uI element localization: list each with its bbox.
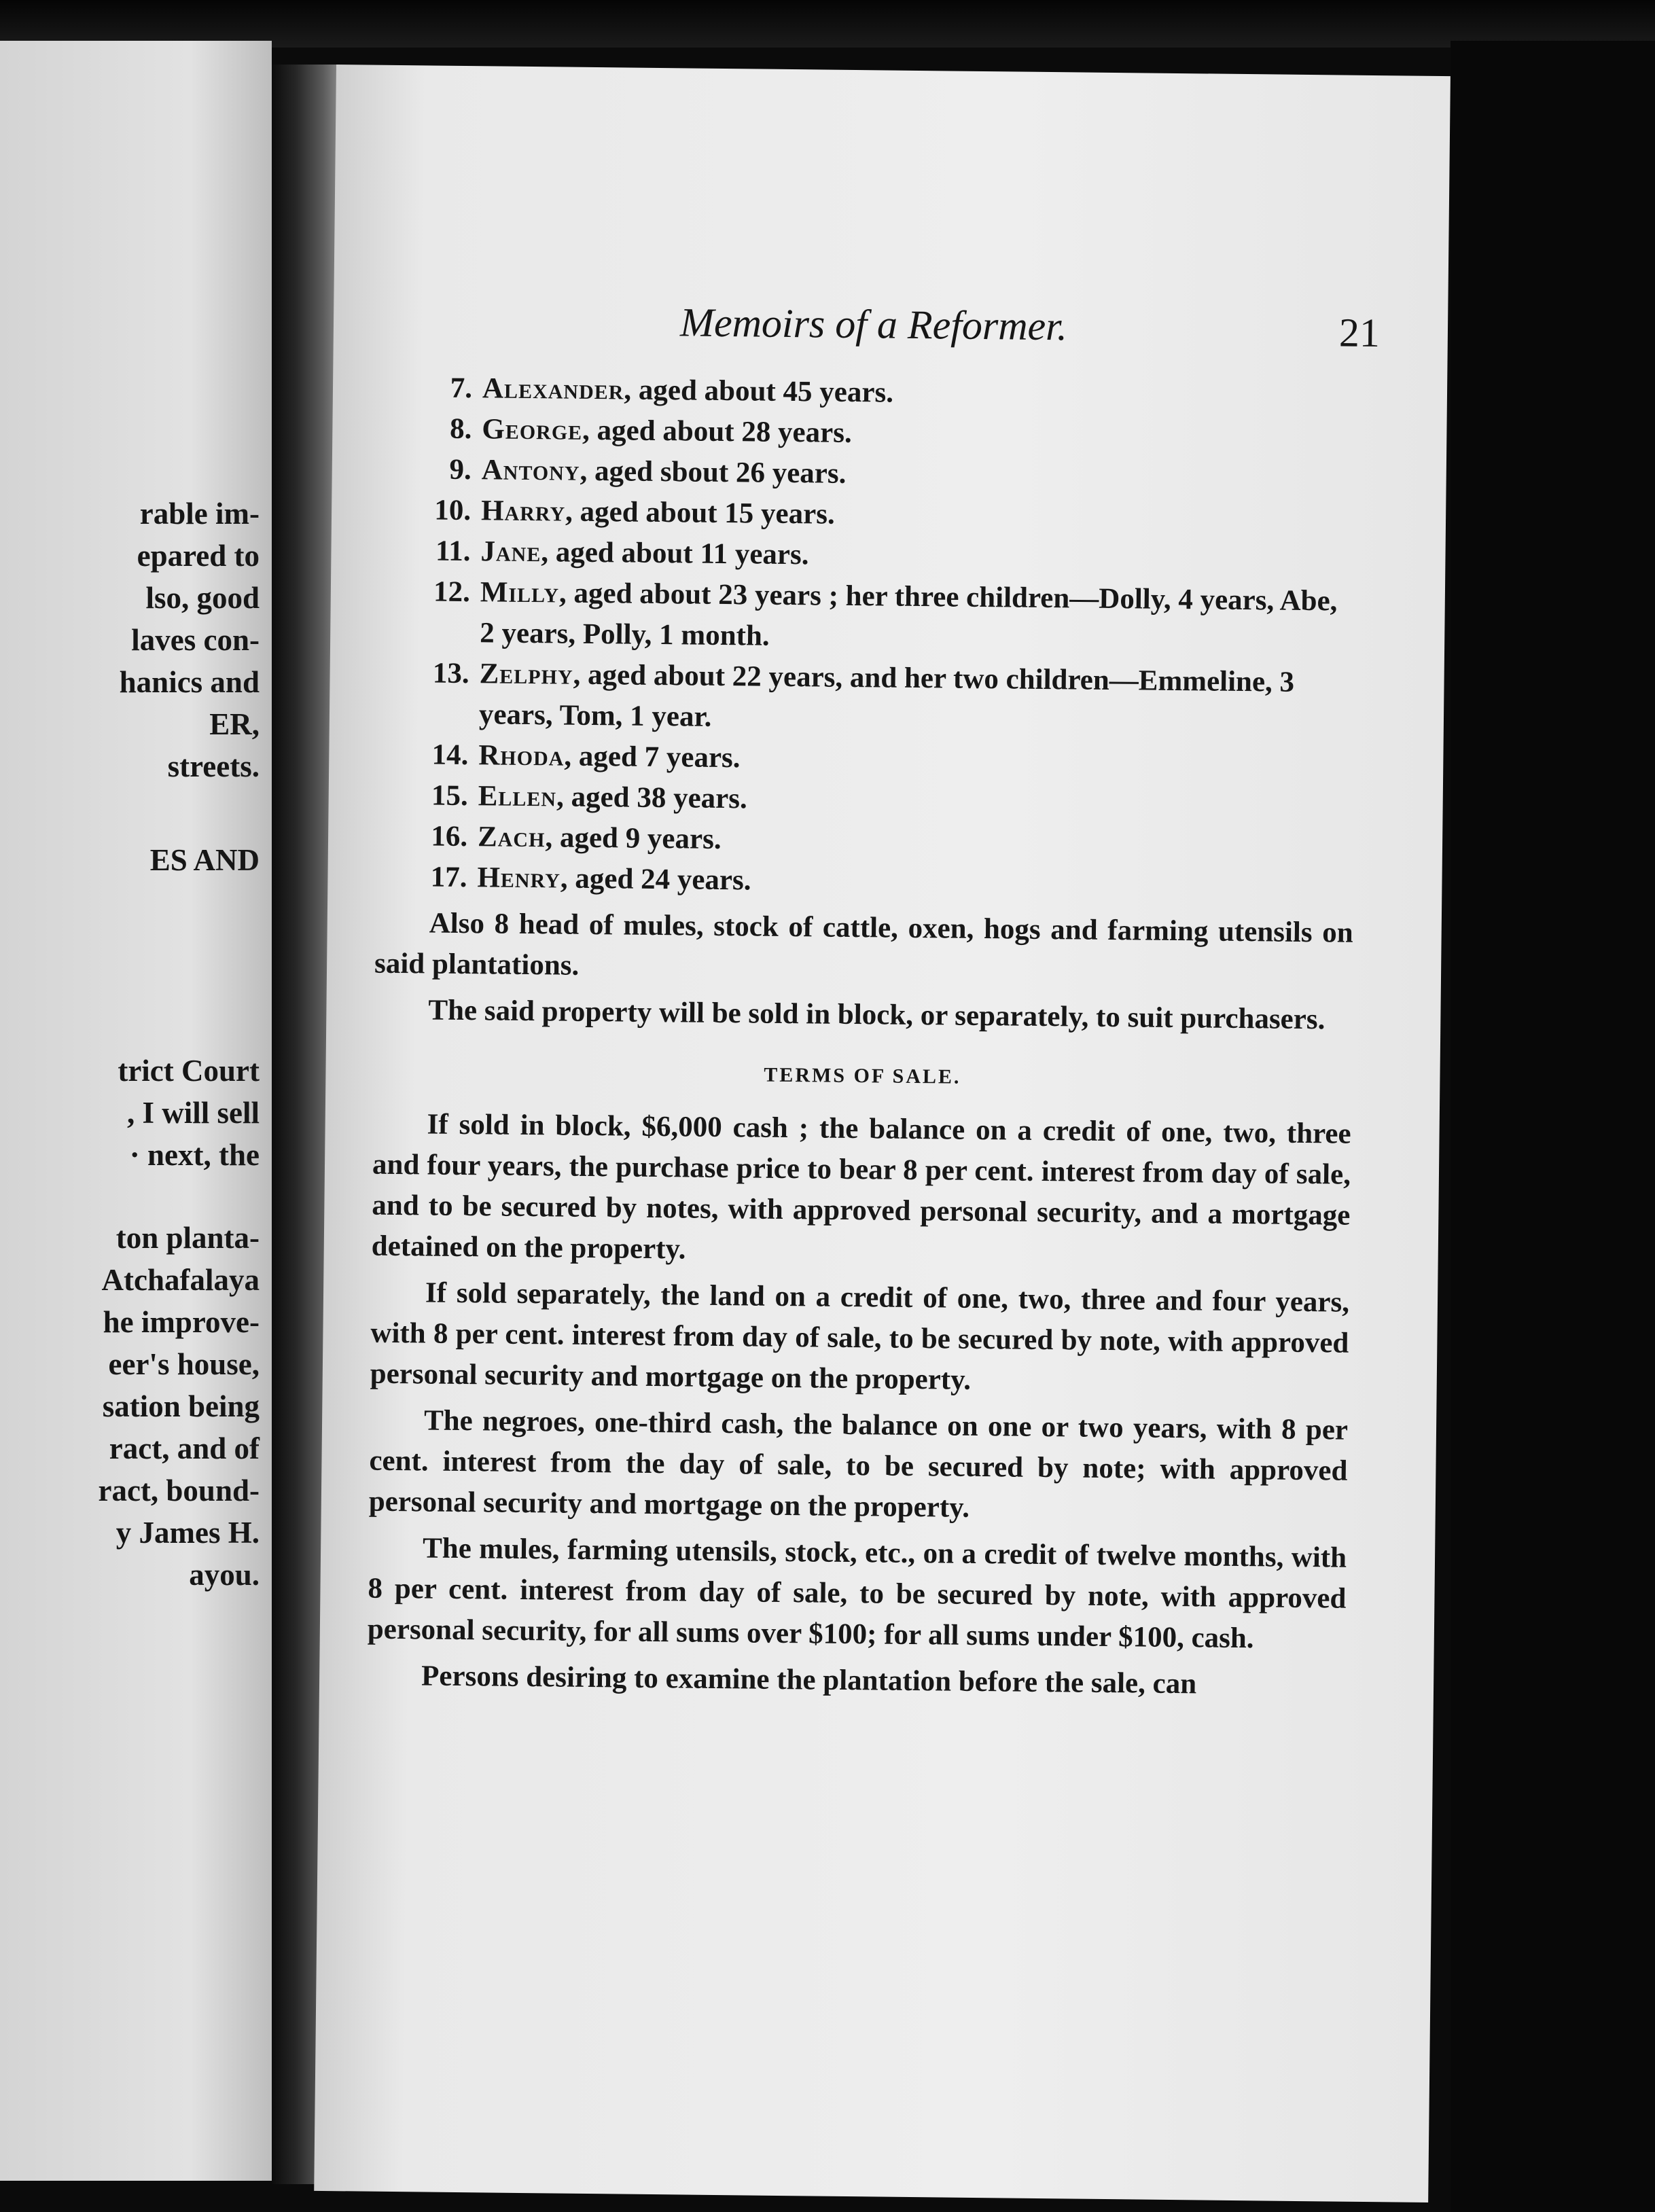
item-text: , aged 24 years.	[560, 862, 751, 897]
person-name: Ellen	[478, 780, 557, 813]
left-text-line: lso, good	[145, 581, 260, 615]
person-name: Alexander	[482, 372, 624, 406]
item-number: 10.	[434, 494, 471, 527]
terms-paragraph: The negroes, one-third cash, the balance on one or two years, with 8 per cent. interest from the day of sale, to be secured by note; with approved personal security and mortgage on the property.	[368, 1404, 1349, 1524]
person-name: Zelphy	[479, 658, 573, 691]
left-text-line: ES AND	[149, 843, 260, 877]
terms-paragraph: If sold separately, the land on a credit of one, two, three and four years, with 8 per cent. interest from day of sale, to be secured by note, with approved personal security and mortgage on the property.	[370, 1277, 1350, 1396]
terms-paragraph: The mules, farming utensils, stock, etc., on a credit of twelve months, with 8 per cent. interest from day of sale, to be secured by note, with approved personal security, for all sums over $100; for all sums under $100, cash.	[367, 1532, 1347, 1655]
left-text-line: ract, bound-	[98, 1474, 260, 1508]
left-page-fragment	[0, 41, 272, 2181]
left-text-line: hanics and	[119, 665, 260, 699]
left-text-line: ton planta-	[115, 1221, 260, 1255]
person-name: Rhoda	[478, 739, 565, 772]
item-text: , aged about 45 years.	[624, 374, 894, 409]
left-text-line: epared to	[137, 539, 260, 573]
item-number: 17.	[430, 861, 467, 894]
left-text-line: y James H.	[115, 1516, 260, 1550]
left-text-line: · next, the	[129, 1138, 260, 1172]
person-name: Milly	[480, 576, 560, 609]
person-name: Henry	[477, 861, 561, 895]
item-text: , aged 9 years.	[545, 821, 722, 855]
person-name: George	[482, 413, 583, 446]
person-name: Jane	[480, 535, 541, 569]
page-body	[367, 368, 1359, 1707]
book-page	[314, 65, 1451, 2202]
left-text-line: Atchafalaya	[101, 1263, 260, 1297]
item-text: , aged 38 years.	[556, 781, 747, 815]
person-name: Zach	[477, 821, 546, 854]
terms-paragraph: If sold in block, $6,000 cash ; the balance on a credit of one, two, three and four years, the purchase price to bear 8 per cent. interest from day of sale, and to be secured by notes, with approved personal security, and a mortgage detained on the property.	[371, 1108, 1351, 1266]
left-text-line: sation being	[102, 1389, 260, 1423]
left-text-line: , I will sell	[126, 1096, 260, 1130]
left-text-line: ayou.	[189, 1558, 260, 1592]
section-heading: TERMS OF SALE.	[764, 1063, 961, 1088]
stock-paragraph: Also 8 head of mules, stock of cattle, oxen, hogs and farming utensils on said plantations.	[374, 907, 1353, 982]
item-text: , aged 7 years.	[564, 740, 741, 774]
left-text-line: rable im-	[139, 497, 260, 531]
left-text-line: ract, and of	[109, 1431, 260, 1465]
item-number: 11.	[435, 535, 471, 568]
list-item	[378, 571, 1357, 663]
list-item	[377, 653, 1356, 745]
item-text: , aged sbout 26 years.	[580, 454, 847, 490]
item-number: 9.	[449, 453, 472, 486]
left-text-line: trict Court	[118, 1054, 260, 1088]
item-number: 15.	[431, 779, 468, 813]
terms-paragraph: Persons desiring to examine the plantation before the sale, can	[421, 1660, 1197, 1700]
item-text: , aged about 28 years.	[582, 414, 852, 449]
item-number: 12.	[433, 575, 471, 609]
sale-paragraph: The said property will be sold in block, or separately, to suit purchasers.	[428, 994, 1325, 1036]
left-text-line: laves con-	[131, 623, 260, 657]
page-number: 21	[1338, 310, 1381, 356]
person-name: Harry	[480, 495, 566, 528]
item-number: 16.	[431, 820, 468, 853]
left-text-line: he improve-	[103, 1305, 260, 1339]
left-text-line: eer's house,	[108, 1347, 260, 1381]
scan-edge-right	[1451, 41, 1655, 2212]
item-text: , aged about 22 years, and her two children—Emmeline, 3 years, Tom, 1 year.	[478, 658, 1295, 733]
item-number: 14.	[431, 738, 469, 772]
running-head: Memoirs of a Reformer.	[679, 300, 1068, 349]
person-name: Antony	[481, 454, 580, 487]
left-text-line: streets.	[167, 749, 260, 783]
item-text: , aged about 23 years ; her three children—Dolly, 4 years, Abe, 2 years, Polly, 1 month.	[480, 577, 1338, 652]
item-number: 7.	[450, 372, 473, 405]
item-text: , aged about 15 years.	[565, 495, 835, 531]
item-text: , aged about 11 years.	[541, 536, 809, 571]
left-text-line: ER,	[209, 707, 260, 741]
item-number: 8.	[449, 412, 472, 446]
item-number: 13.	[432, 657, 469, 690]
